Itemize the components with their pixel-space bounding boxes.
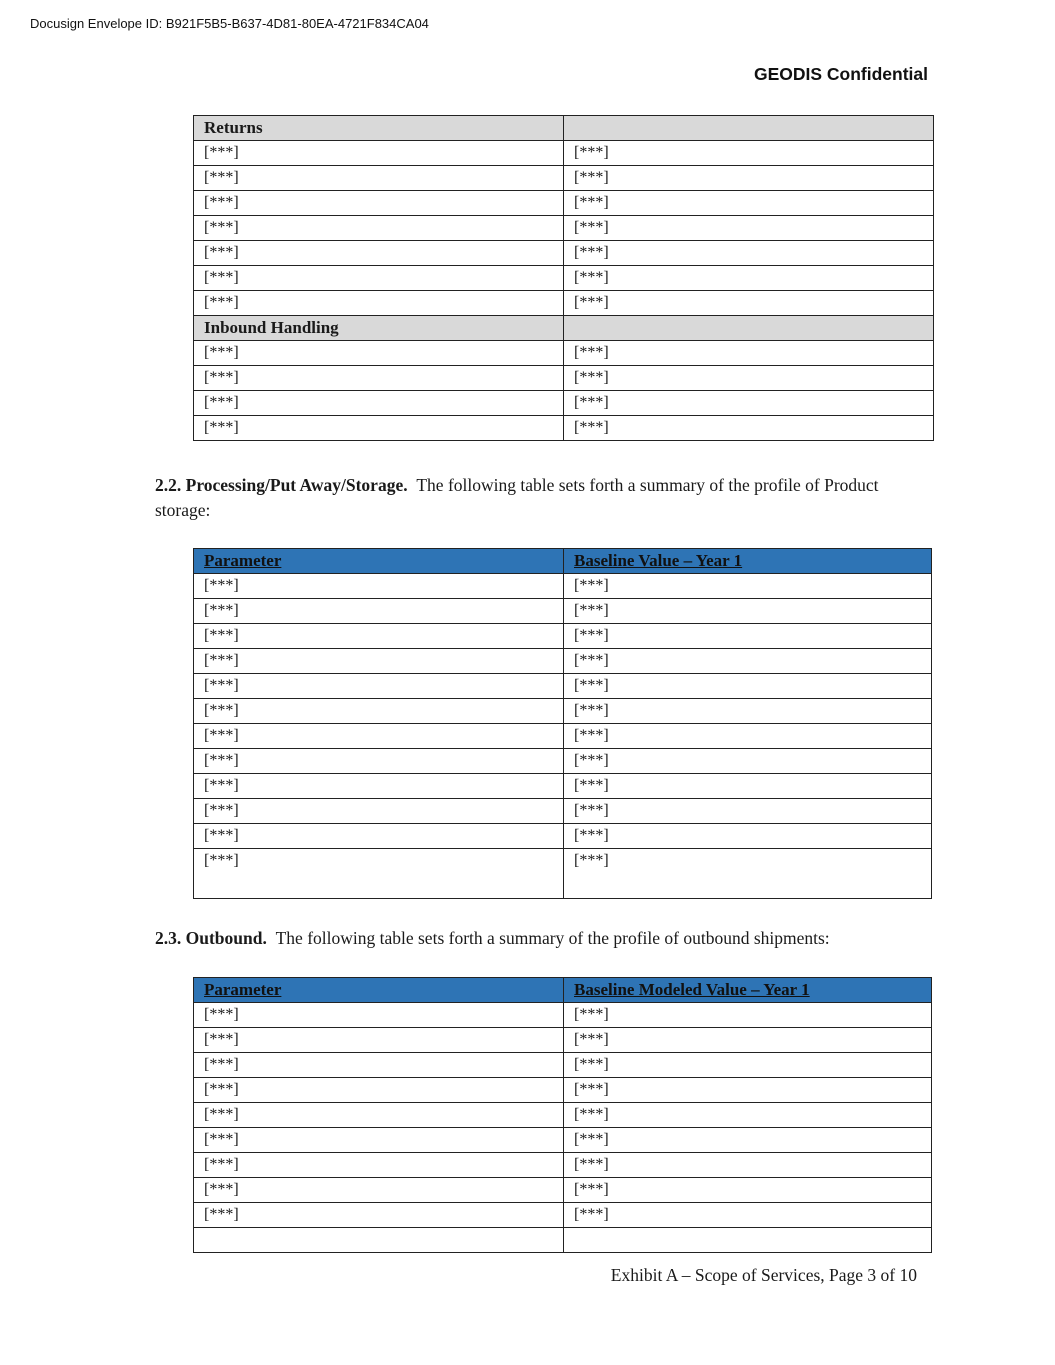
- table-cell: [***]: [194, 191, 564, 216]
- table-row: [194, 241, 934, 266]
- table-header: [194, 978, 932, 1003]
- table-cell: [***]: [564, 849, 932, 899]
- table-row: [194, 624, 932, 649]
- table-row: [194, 1203, 932, 1228]
- table-cell: [***]: [194, 674, 564, 699]
- table-cell: [***]: [564, 1128, 932, 1153]
- group-label: Inbound Handling: [194, 316, 564, 341]
- table-cell: [***]: [564, 724, 932, 749]
- storage-table: [193, 548, 932, 899]
- group-header-returns: [194, 116, 934, 141]
- table-cell: [***]: [564, 341, 934, 366]
- table-cell: [***]: [564, 291, 934, 316]
- group-label: Returns: [194, 116, 564, 141]
- table-row: [194, 574, 932, 599]
- table-cell: [***]: [194, 291, 564, 316]
- table-cell: [***]: [564, 416, 934, 441]
- table-cell: [***]: [564, 574, 932, 599]
- table-cell: [***]: [564, 191, 934, 216]
- table-cell: [***]: [564, 1203, 932, 1228]
- table-cell: [***]: [564, 699, 932, 724]
- table-cell: [***]: [564, 1028, 932, 1053]
- envelope-id: Docusign Envelope ID: B921F5B5-B637-4D81-80EA-4721F834CA04: [30, 16, 429, 31]
- table-cell: [***]: [194, 1128, 564, 1153]
- table-row: [194, 1153, 932, 1178]
- empty-cell: [564, 116, 934, 141]
- table-cell: [***]: [194, 1103, 564, 1128]
- table-row: [194, 599, 932, 624]
- table-row: [194, 724, 932, 749]
- table-cell: [***]: [564, 1103, 932, 1128]
- table-cell: [***]: [564, 1153, 932, 1178]
- table-cell: [***]: [194, 366, 564, 391]
- column-header-parameter: Parameter: [194, 978, 564, 1003]
- table-row: [194, 341, 934, 366]
- table-row: [194, 291, 934, 316]
- table-cell: [***]: [194, 216, 564, 241]
- table-cell: [***]: [194, 774, 564, 799]
- empty-cell: [564, 316, 934, 341]
- table-row: [194, 366, 934, 391]
- table-cell: [***]: [194, 141, 564, 166]
- section-2-3: [155, 926, 935, 951]
- table-cell: [***]: [194, 1203, 564, 1228]
- table-cell: [***]: [564, 166, 934, 191]
- table-cell: [***]: [194, 749, 564, 774]
- table-cell: [***]: [194, 1028, 564, 1053]
- table-row: [194, 1003, 932, 1028]
- table-cell: [***]: [194, 266, 564, 291]
- column-header-baseline-modeled: Baseline Modeled Value – Year 1: [564, 978, 932, 1003]
- table-row: [194, 191, 934, 216]
- table-row: [194, 824, 932, 849]
- table-cell: [***]: [564, 141, 934, 166]
- table-row: [194, 849, 932, 899]
- table-cell: [***]: [194, 1178, 564, 1203]
- table-row: [194, 1178, 932, 1203]
- confidential-label: GEODIS Confidential: [753, 64, 928, 84]
- table-cell: [***]: [194, 341, 564, 366]
- table-cell: [***]: [194, 1053, 564, 1078]
- table-cell: [***]: [564, 824, 932, 849]
- table-row: [194, 216, 934, 241]
- section-2-3-heading: 2.3. Outbound.: [155, 928, 267, 948]
- section-2-2: [155, 473, 935, 523]
- table-cell: [***]: [194, 699, 564, 724]
- table-cell: [***]: [194, 849, 564, 899]
- table-cell: [***]: [564, 749, 932, 774]
- table-cell: [***]: [194, 624, 564, 649]
- table-cell: [***]: [564, 599, 932, 624]
- table-cell: [***]: [194, 824, 564, 849]
- table-cell: [***]: [564, 1003, 932, 1028]
- section-2-2-text: The following table sets forth a summary of the profile of Product storage:: [155, 475, 879, 520]
- table-row: [194, 1103, 932, 1128]
- table-row: [194, 391, 934, 416]
- table-row-empty: [194, 1228, 932, 1253]
- table-row: [194, 799, 932, 824]
- column-header-baseline: Baseline Value – Year 1: [564, 549, 932, 574]
- table-cell: [***]: [194, 599, 564, 624]
- table-row: [194, 416, 934, 441]
- table-cell: [***]: [564, 1178, 932, 1203]
- table-row: [194, 1028, 932, 1053]
- table-cell: [***]: [564, 391, 934, 416]
- table-row: [194, 774, 932, 799]
- table-row: [194, 699, 932, 724]
- returns-inbound-table: [193, 115, 934, 441]
- section-2-2-heading: 2.2. Processing/Put Away/Storage.: [155, 475, 408, 495]
- table-row: [194, 749, 932, 774]
- table-cell: [***]: [564, 1053, 932, 1078]
- table-cell: [***]: [194, 724, 564, 749]
- empty-cell: [564, 1228, 932, 1253]
- table-cell: [***]: [194, 1003, 564, 1028]
- table-row: [194, 166, 934, 191]
- column-header-parameter: Parameter: [194, 549, 564, 574]
- table-row: [194, 649, 932, 674]
- table-cell: [***]: [194, 649, 564, 674]
- page-footer: Exhibit A – Scope of Services, Page 3 of 10: [610, 1265, 917, 1285]
- table-cell: [***]: [564, 1078, 932, 1103]
- table-cell: [***]: [564, 624, 932, 649]
- table-cell: [***]: [194, 799, 564, 824]
- table-cell: [***]: [564, 216, 934, 241]
- empty-cell: [194, 1228, 564, 1253]
- group-header-inbound: [194, 316, 934, 341]
- outbound-table: [193, 977, 932, 1253]
- table-cell: [***]: [194, 241, 564, 266]
- table-cell: [***]: [564, 674, 932, 699]
- table-cell: [***]: [194, 1153, 564, 1178]
- table-cell: [***]: [564, 774, 932, 799]
- table-row: [194, 1078, 932, 1103]
- table-cell: [***]: [564, 366, 934, 391]
- table-row: [194, 266, 934, 291]
- table-cell: [***]: [194, 1078, 564, 1103]
- table-cell: [***]: [564, 649, 932, 674]
- table-cell: [***]: [564, 799, 932, 824]
- table-row: [194, 1053, 932, 1078]
- table-row: [194, 141, 934, 166]
- table-cell: [***]: [564, 241, 934, 266]
- table-row: [194, 1128, 932, 1153]
- table-cell: [***]: [194, 574, 564, 599]
- table-header: [194, 549, 932, 574]
- table-row: [194, 674, 932, 699]
- table-cell: [***]: [194, 416, 564, 441]
- table-cell: [***]: [194, 166, 564, 191]
- section-2-3-text: The following table sets forth a summary of the profile of outbound shipments:: [275, 928, 830, 948]
- table-cell: [***]: [194, 391, 564, 416]
- table-cell: [***]: [564, 266, 934, 291]
